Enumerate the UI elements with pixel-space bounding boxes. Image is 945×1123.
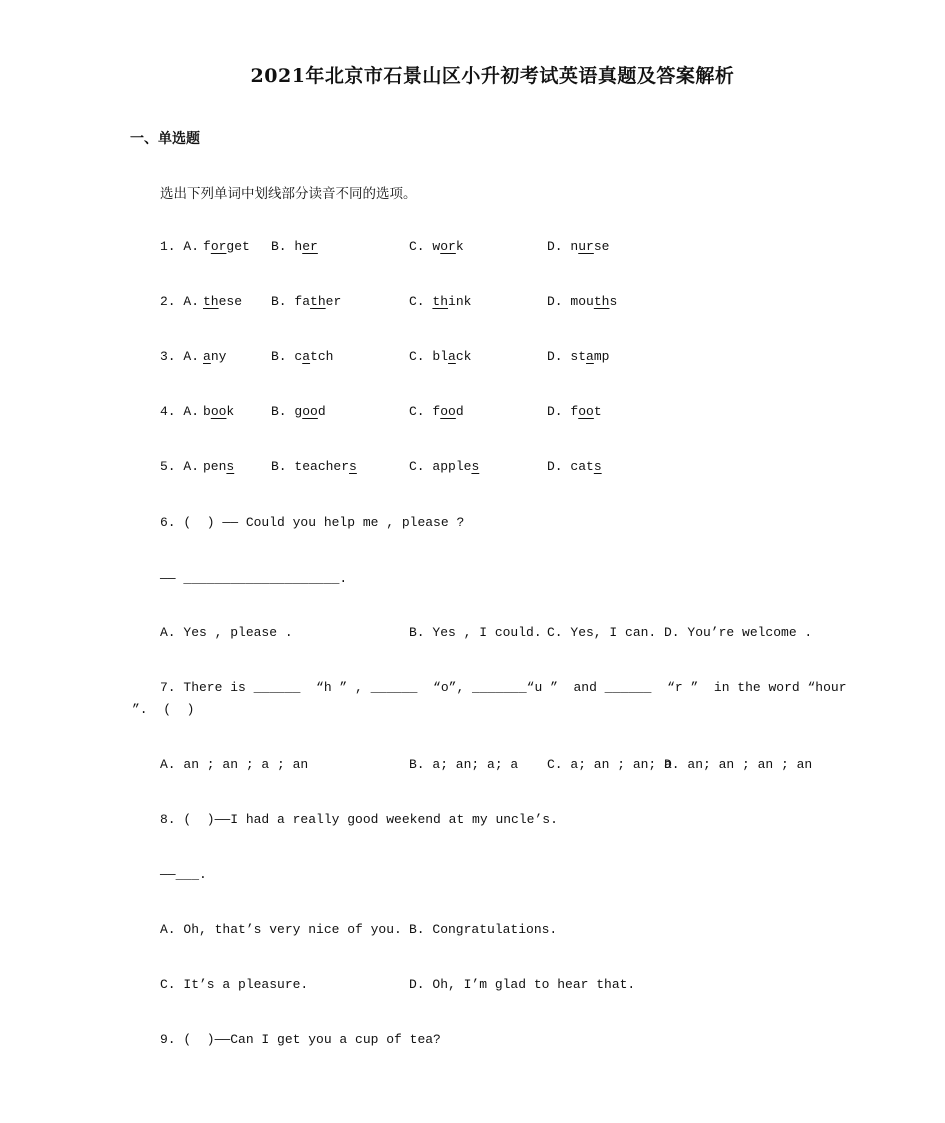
option-label: B. [271, 459, 287, 474]
word-prefix: f [432, 404, 441, 419]
underlined-segment: oo [440, 404, 456, 419]
underlined-segment: s [349, 459, 357, 474]
option-label: C. [409, 294, 425, 309]
question-3-option-c [409, 349, 471, 364]
word-suffix: ink [448, 294, 472, 309]
option-label: D. [547, 294, 563, 309]
question-7-stem-line1: 7. There is ______ “h ” , ______ “o”, _______“u ” and ______ “r ” in the word “hour [160, 680, 847, 695]
word-suffix: ck [455, 349, 472, 364]
question-6-option-c: C. Yes, I can. [547, 625, 657, 640]
question-4-option-b [271, 404, 326, 419]
question-4-number: 4. A. [160, 404, 200, 419]
question-7-option-b: B. a; an; a; a [409, 757, 519, 772]
word-suffix: k [226, 404, 235, 419]
option-label: C. [409, 239, 425, 254]
underlined-segment: a [586, 349, 594, 364]
question-3-option-a [203, 349, 226, 364]
word-suffix: get [226, 239, 250, 254]
question-3-option-d [547, 349, 609, 364]
word-prefix: teacher [294, 459, 350, 474]
question-6-option-d: D. You’re welcome . [664, 625, 813, 640]
word-prefix: n [570, 239, 579, 254]
word-prefix: h [294, 239, 303, 254]
underlined-segment: a [448, 349, 456, 364]
word-prefix: w [432, 239, 441, 254]
word-prefix: mou [570, 294, 594, 309]
question-5-number: 5. A. [160, 459, 200, 474]
underlined-segment: a [203, 349, 211, 364]
question-3-option-b [271, 349, 333, 364]
underlined-segment: th [203, 294, 219, 309]
word-prefix: b [203, 404, 211, 419]
word-prefix: c [294, 349, 303, 364]
option-label: C. [409, 459, 425, 474]
option-label: D. [547, 404, 563, 419]
option-label: B. [271, 239, 287, 254]
underlined-segment: or [440, 239, 456, 254]
question-5-option-a [203, 459, 234, 474]
underlined-segment: th [432, 294, 449, 309]
section-heading: 一、单选题 [130, 131, 200, 147]
word-prefix: cat [570, 459, 594, 474]
question-2-option-d [547, 294, 617, 309]
option-label: B. [271, 349, 287, 364]
question-4-option-a [203, 404, 234, 419]
word-prefix: f [203, 239, 211, 254]
question-1-number: 1. A. [160, 239, 200, 254]
question-4-option-d [547, 404, 602, 419]
question-8-option-c: C. It’s a pleasure. [160, 977, 309, 992]
word-suffix: tch [310, 349, 334, 364]
underlined-segment: th [310, 294, 326, 309]
word-suffix: se [593, 239, 610, 254]
word-suffix: er [325, 294, 342, 309]
option-label: C. [409, 349, 425, 364]
question-6-answer-line: —— ____________________. [160, 571, 348, 586]
word-prefix: f [570, 404, 579, 419]
word-suffix: d [455, 404, 464, 419]
word-prefix: pen [203, 459, 227, 474]
question-6-stem: 6. ( ) —— Could you help me , please ? [160, 515, 465, 530]
word-prefix: g [294, 404, 303, 419]
word-prefix: fa [294, 294, 311, 309]
option-label: D. [547, 459, 563, 474]
underlined-segment: er [302, 239, 318, 254]
underlined-segment: oo [578, 404, 594, 419]
question-1-option-a [203, 239, 250, 254]
word-suffix: d [317, 404, 326, 419]
word-suffix: s [609, 294, 618, 309]
question-2-option-a [203, 294, 242, 309]
question-1-option-b [271, 239, 318, 254]
question-6-option-b: B. Yes , I could. [409, 625, 542, 640]
underlined-segment: s [593, 459, 602, 474]
word-prefix: apple [432, 459, 472, 474]
word-suffix: t [593, 404, 602, 419]
question-7-stem-line2: ”. ( ) [132, 702, 195, 717]
question-2-option-b [271, 294, 341, 309]
question-3-number: 3. A. [160, 349, 200, 364]
underlined-segment: ur [578, 239, 594, 254]
question-5-option-d [547, 459, 602, 474]
instruction-text: 选出下列单词中划线部分读音不同的选项。 [160, 186, 417, 202]
question-7-option-c: C. a; an ; an; a [547, 757, 672, 772]
question-4-option-c [409, 404, 464, 419]
document-title: 2021年北京市石景山区小升初考试英语真题及答案解析 [250, 65, 735, 87]
question-2-number: 2. A. [160, 294, 200, 309]
option-label: B. [271, 404, 287, 419]
word-suffix: ny [210, 349, 227, 364]
question-8-option-d: D. Oh, I’m glad to hear that. [409, 977, 636, 992]
question-8-option-b: B. Congratulations. [409, 922, 558, 937]
question-8-stem: 8. ( )——I had a really good weekend at my uncle’s. [160, 812, 558, 827]
question-7-option-a: A. an ; an ; a ; an [160, 757, 309, 772]
question-5-option-b [271, 459, 357, 474]
word-suffix: k [455, 239, 464, 254]
underlined-segment: s [471, 459, 480, 474]
question-1-option-c [409, 239, 464, 254]
word-prefix: bl [432, 349, 449, 364]
question-7-option-d: D. an; an ; an ; an [664, 757, 813, 772]
option-label: D. [547, 349, 563, 364]
option-label: C. [409, 404, 425, 419]
underlined-segment: oo [302, 404, 318, 419]
underlined-segment: s [226, 459, 235, 474]
underlined-segment: or [210, 239, 227, 254]
word-prefix: st [570, 349, 587, 364]
question-8-option-a: A. Oh, that’s very nice of you. [160, 922, 402, 937]
underlined-segment: th [593, 294, 610, 309]
word-suffix: mp [593, 349, 610, 364]
option-label: B. [271, 294, 287, 309]
underlined-segment: oo [210, 404, 227, 419]
question-2-option-c [409, 294, 471, 309]
underlined-segment: a [302, 349, 311, 364]
option-label: D. [547, 239, 563, 254]
question-8-answer-line: ——___. [160, 867, 207, 882]
question-5-option-c [409, 459, 479, 474]
question-6-option-a: A. Yes , please . [160, 625, 293, 640]
question-9-stem: 9. ( )——Can I get you a cup of tea? [160, 1032, 441, 1047]
question-1-option-d [547, 239, 609, 254]
word-suffix: ese [218, 294, 243, 309]
